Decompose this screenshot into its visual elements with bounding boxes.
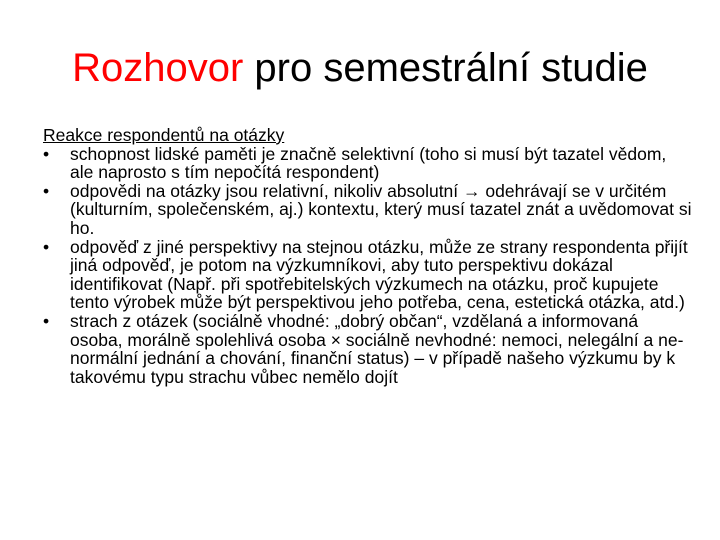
slide-body (43, 126, 693, 386)
bullet-icon: • (43, 180, 50, 201)
bullet-icon: • (43, 236, 50, 257)
bullet-list (43, 145, 693, 387)
bullet-text: schopnost lidské paměti je značně selektivní (toho si musí být tazatel vědom, ale naprosto s tím nepočítá respondent) (70, 143, 667, 183)
section-heading: Reakce respondentů na otázky (43, 125, 285, 145)
slide-title-accent: Rozhovor (72, 46, 244, 90)
slide-title-rest: pro semestrální studie (243, 46, 648, 90)
bullet-item (43, 182, 693, 238)
bullet-text: odpovědi na otázky jsou relativní, nikoliv absolutní → odehrávají se v určitém (kulturním, společenském, aj.) kontextu, který musí tazatel znát a uvědomovat si ho. (70, 180, 692, 238)
slide-title (0, 42, 720, 94)
bullet-icon: • (43, 143, 50, 164)
bullet-text: strach z otázek (sociálně vhodné: „dobrý občan“, vzdělaná a informovaná osoba, morálně spolehlivá osoba × sociálně nevhodné: nemoci, nelegální a ne-normální jednání a chování, finanční status) – v případě našeho výzkumu by k takovému typu strachu vůbec nemělo dojít (70, 310, 684, 387)
bullet-item (43, 145, 693, 182)
bullet-item (43, 238, 693, 312)
bullet-item (43, 312, 693, 386)
bullet-icon: • (43, 310, 50, 331)
bullet-text: odpověď z jiné perspektivy na stejnou otázku, může ze strany respondenta přijít jiná odpověď, je potom na výzkumníkovi, aby tuto perspektivu dokázal identifikovat (Např. při spotřebitelských výzkumech na otázku, proč kupujete tento výrobek může být perspektivou jeho potřeba, cena, estetická otázka, atd.) (70, 236, 688, 313)
